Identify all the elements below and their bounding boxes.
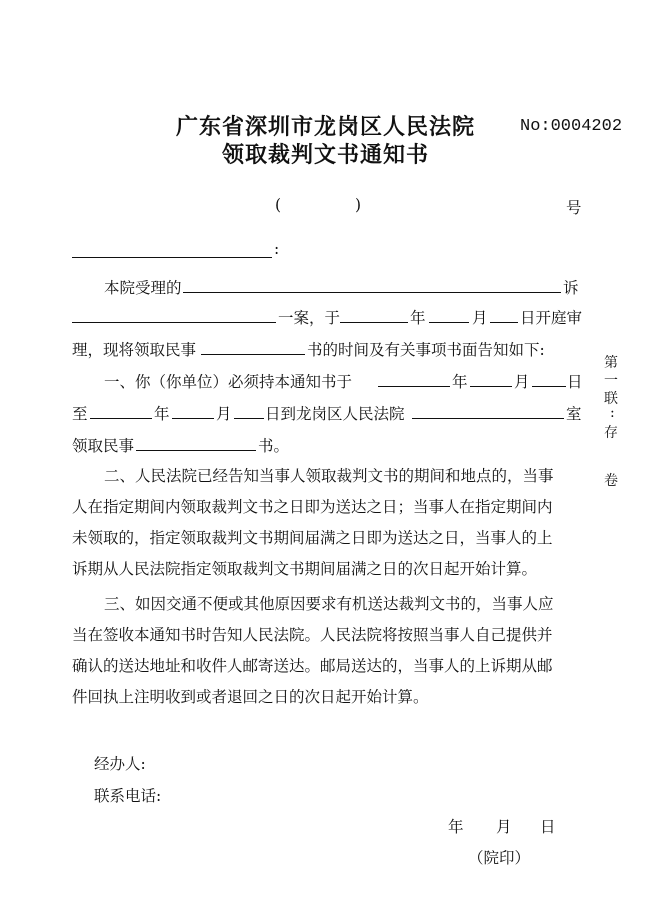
case-no-suffix: 号	[566, 199, 582, 217]
item1-doc: 领取民事	[72, 437, 135, 455]
hearing-year-blank[interactable]	[340, 322, 408, 323]
side-note-4: :	[610, 405, 615, 421]
date-year-label: 年	[448, 818, 464, 836]
phone-label: 联系电话:	[94, 787, 162, 805]
item2-line1: 二、人民法院已经告知当事人领取裁判文书的期间和地点的，当事	[104, 467, 554, 485]
serial-number: No:0004202	[520, 117, 623, 136]
case-party-blank[interactable]	[183, 292, 561, 293]
item2-line3: 未领取的，指定领取裁判文书期间届满之日即为送达之日，当事人的上	[72, 529, 553, 547]
item2-line2: 人在指定期间内领取裁判文书之日即为送达之日；当事人在指定期间内	[72, 498, 553, 516]
side-note-3: 联	[604, 391, 618, 407]
zhi-label: 至	[72, 405, 88, 423]
court-name: 广东省深圳市龙岗区人民法院	[176, 115, 476, 140]
room-label: 室	[566, 405, 582, 423]
item1-start: 一、你（你单位）必须持本通知书于	[104, 373, 353, 391]
pickup-year-blank[interactable]	[378, 386, 450, 387]
end-year-blank[interactable]	[90, 418, 152, 419]
year-label: 年	[452, 373, 468, 391]
pickup-doc-type-blank[interactable]	[136, 450, 256, 451]
year-label: 年	[154, 405, 170, 423]
case-no-open-paren: (	[275, 196, 282, 214]
side-note-1: 第	[604, 355, 618, 371]
month-label: 月	[472, 309, 488, 327]
p2-start: 理，现将领取民事	[72, 341, 197, 359]
item1-place: 日到龙岗区人民法院	[265, 405, 405, 423]
item3-line4: 件回执上注明收到或者退回之日的次日起开始计算。	[72, 688, 429, 706]
doc-type-blank[interactable]	[201, 354, 305, 355]
room-blank[interactable]	[412, 418, 564, 419]
hearing-month-blank[interactable]	[429, 322, 469, 323]
day-label: 日	[567, 373, 583, 391]
pickup-day-blank[interactable]	[532, 386, 566, 387]
case-no-close-paren: )	[355, 196, 362, 214]
item2-line4: 诉期从人民法院指定领取裁判文书期间届满之日的次日起开始计算。	[72, 560, 538, 578]
addressee-blank[interactable]	[72, 257, 272, 258]
date-month-label: 月	[496, 818, 512, 836]
shu-label: 书。	[258, 437, 290, 455]
p1-start: 本院受理的	[104, 279, 182, 297]
item3-line3: 确认的送达地址和收件人邮寄送达。邮局送达的，当事人的上诉期从邮	[72, 657, 553, 675]
p1-case: 一案，于	[278, 309, 341, 327]
year-label: 年	[410, 309, 426, 327]
item3-line2: 当在签收本通知书时告知人民法院。人民法院将按照当事人自己提供并	[72, 626, 553, 644]
date-day-label: 日	[540, 818, 556, 836]
side-note-5: 存	[604, 425, 618, 441]
side-note-2: 一	[604, 373, 618, 389]
month-label: 月	[216, 405, 232, 423]
case-name-blank[interactable]	[72, 322, 276, 323]
p1-day-end: 日开庭审	[520, 309, 583, 327]
addressee-colon: :	[274, 240, 280, 258]
month-label: 月	[514, 373, 530, 391]
document-title: 领取裁判文书通知书	[222, 143, 430, 168]
item3-line1: 三、如因交通不便或其他原因要求有机送达裁判文书的，当事人应	[104, 595, 554, 613]
hearing-day-blank[interactable]	[490, 322, 518, 323]
pickup-month-blank[interactable]	[470, 386, 512, 387]
seal-label: （院印）	[468, 849, 531, 867]
p2-end: 书的时间及有关事项书面告知如下:	[307, 341, 545, 359]
handler-label: 经办人:	[94, 755, 146, 773]
end-day-blank[interactable]	[234, 418, 264, 419]
end-month-blank[interactable]	[172, 418, 214, 419]
p1-su: 诉	[563, 279, 579, 297]
side-note-6: 卷	[604, 473, 618, 489]
